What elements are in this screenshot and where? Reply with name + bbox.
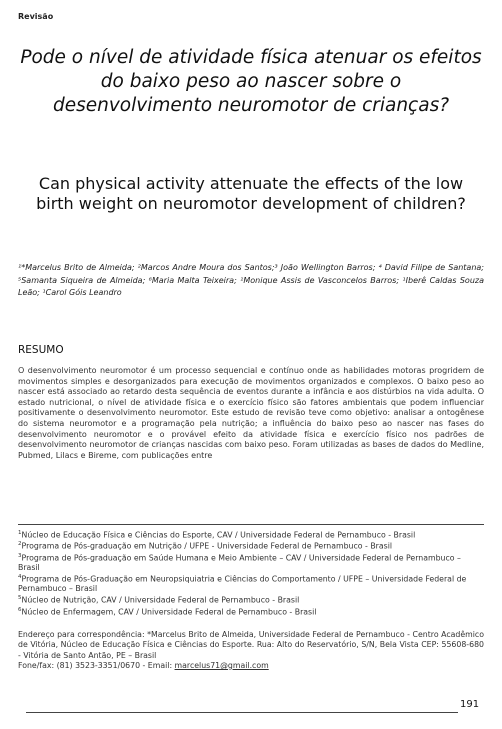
footnote-divider bbox=[18, 524, 484, 525]
affiliation-text: Núcleo de Enfermagem, CAV / Universidade Federal de Pernambuco - Brasil bbox=[21, 607, 317, 617]
affiliation-text: Programa de Pós-Graduação em Neuropsiquiatria e Ciências do Comportamento / UFPE – Universidade Federal de Pernambuco – Brasil bbox=[18, 574, 467, 594]
affiliation-number: 1 bbox=[18, 530, 22, 536]
author-list: ¹*Marcelus Brito de Almeida; ²Marcos Andre Moura dos Santos;³ João Wellington Barros; ⁴ David Filipe de Santana; ⁵Samanta Siqueira de Almeida; ⁶Maria Malta Teixeira; ¹Monique Assis de Vasconcelos Barros; ¹Iberê Caldas Souza Leão; ¹Carol Góis Leandro bbox=[18, 263, 484, 297]
correspondence-address bbox=[18, 630, 484, 671]
affiliation-item bbox=[18, 552, 484, 573]
section-label: Revisão bbox=[18, 12, 54, 21]
affiliation-list bbox=[18, 529, 484, 617]
phone-text: Fone/fax: (81) 3523-3351/0670 - Email: bbox=[18, 660, 175, 670]
affiliation-number: 2 bbox=[18, 541, 22, 548]
affiliation-text: Programa de Pós-graduação em Saúde Humana e Meio Ambiente – CAV / Universidade Federal de Pernambuco – Brasil bbox=[18, 553, 461, 573]
affiliation-item bbox=[18, 529, 484, 540]
affiliation-text: Programa de Pós-graduação em Nutrição / UFPE - Universidade Federal de Pernambuco - Brasil bbox=[21, 541, 393, 551]
resumo-heading: RESUMO bbox=[18, 344, 64, 356]
page-number: 191 bbox=[460, 699, 480, 710]
affiliation-number: 6 bbox=[18, 606, 22, 613]
affiliation-item bbox=[18, 606, 484, 617]
affiliation-number: 5 bbox=[18, 595, 22, 602]
affiliation-item bbox=[18, 594, 484, 605]
affiliation-item bbox=[18, 573, 484, 594]
email-link[interactable]: marcelus71@gmail.com bbox=[174, 660, 269, 670]
affiliation-item bbox=[18, 540, 484, 551]
address-text: Endereço para correspondência: *Marcelus Brito de Almeida, Universidade Federal de Pernambuco - Centro Acadêmico de Vitória, Núcleo de Educação Física e Ciências do Esporte. Rua: Alto do Reservatório, S/N, Bela Vista CEP: 55608-680 - Vitória de Santo Antão, PE – Brasil bbox=[18, 630, 484, 660]
title-portuguese: Pode o nível de atividade física atenuar os efeitos do baixo peso ao nascer sobre o desenvolvimento neuromotor de crianças? bbox=[20, 47, 482, 116]
page-footer-rule bbox=[26, 712, 458, 713]
affiliation-text: Núcleo de Educação Física e Ciências do Esporte, CAV / Universidade Federal de Pernambuco - Brasil bbox=[21, 530, 416, 540]
affiliation-text: Núcleo de Nutrição, CAV / Universidade Federal de Pernambuco - Brasil bbox=[21, 595, 300, 605]
affiliation-number: 4 bbox=[18, 573, 22, 580]
resumo-text: O desenvolvimento neuromotor é um processo sequencial e contínuo onde as habilidades motoras progridem de movimentos simples e desorganizados para execução de movimentos organizados e complexos. O baixo peso ao nascer está associado ao retardo desta sequência de eventos durante a infância e aos distúrbios na vida adulta. O estado nutricional, o nível de atividade física e o exercício físico são fatores ambientais que podem influenciar positivamente o desenvolvimento neuromotor. Este estudo de revisão teve como objetivo: analisar a ontogênese do sistema neuromotor e a programação pela nutrição; a influência do baixo peso ao nascer nas fases do desenvolvimento neuromotor e o provável efeito da atividade física e exercício físico nos padrões de desenvolvimento neuromotor de crianças nascidas com baixo peso. Foram utilizadas as bases de dados do Medline, Pubmed, Lilacs e Bireme, com publicações entre bbox=[18, 366, 485, 460]
title-english: Can physical activity attenuate the effects of the low birth weight on neuromotor development of children? bbox=[36, 174, 466, 213]
affiliation-number: 3 bbox=[18, 552, 22, 559]
